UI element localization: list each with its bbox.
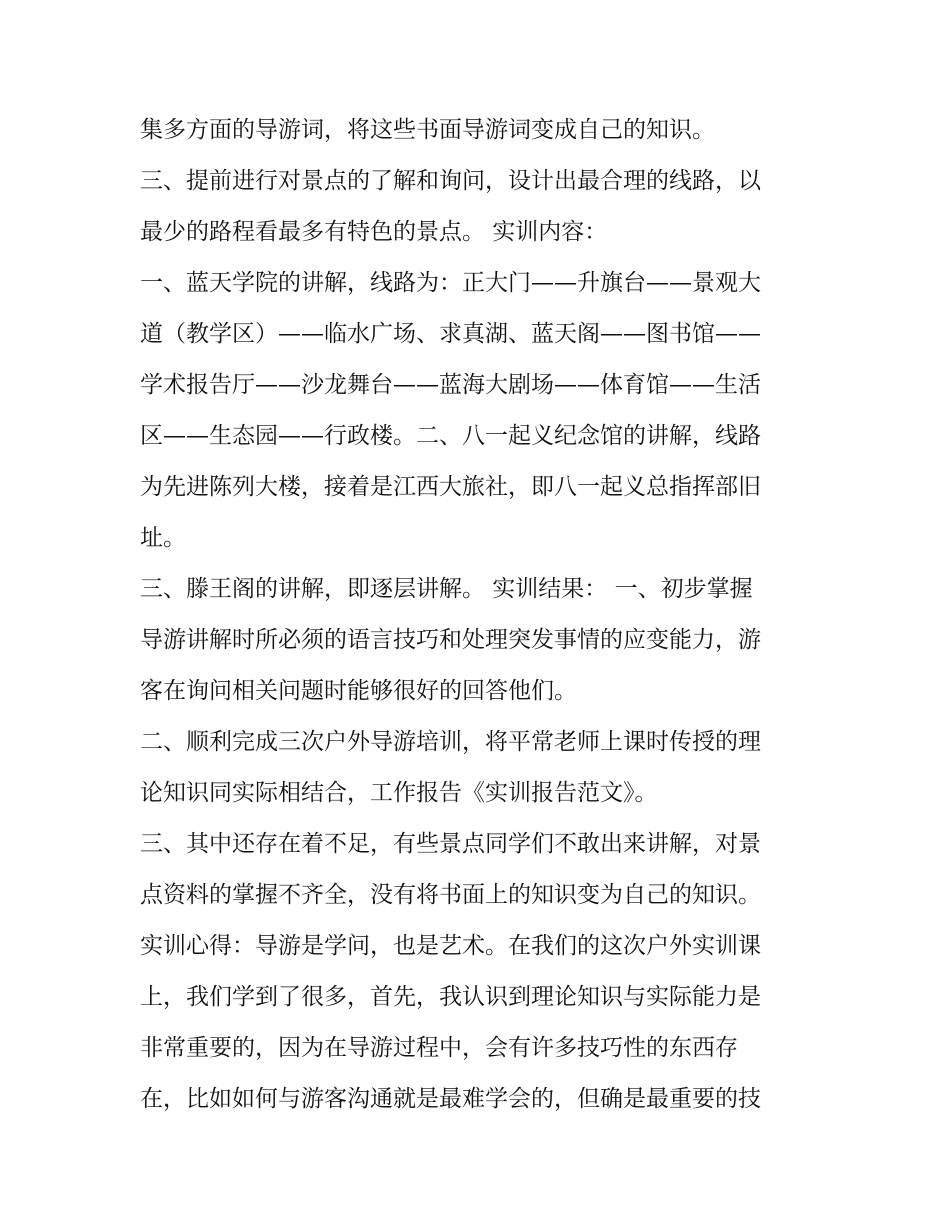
text-line-12: 客在询问相关问题时能够很好的回答他们。 xyxy=(140,678,577,704)
text-line-6: 学术报告厅——沙龙舞台——蓝海大剧场——体育馆——生活 xyxy=(140,372,761,398)
text-line-14: 论知识同实际相结合，工作报告《实训报告范文》。 xyxy=(140,780,658,806)
text-line-18: 上，我们学到了很多，首先，我认识到理论知识与实际能力是 xyxy=(140,984,761,1010)
text-line-4: 一、蓝天学院的讲解，线路为：正大门——升旗台——景观大 xyxy=(140,270,761,296)
text-line-15: 三、其中还存在着不足，有些景点同学们不敢出来讲解，对景 xyxy=(140,831,761,857)
text-line-5: 道（教学区）——临水广场、求真湖、蓝天阁——图书馆—— xyxy=(140,321,761,347)
text-line-9: 址。 xyxy=(140,525,186,551)
text-line-2: 三、提前进行对景点的了解和询问，设计出最合理的线路，以 xyxy=(140,168,761,194)
text-line-10: 三、滕王阁的讲解，即逐层讲解。 实训结果： 一、初步掌握 xyxy=(140,576,753,602)
text-line-3: 最少的路程看最多有特色的景点。 实训内容： xyxy=(140,219,608,245)
text-line-16: 点资料的掌握不齐全，没有将书面上的知识变为自己的知识。 xyxy=(140,882,761,908)
body-text xyxy=(140,105,820,1125)
text-line-13: 二、顺利完成三次户外导游培训，将平常老师上课时传授的理 xyxy=(140,729,761,755)
text-line-17: 实训心得：导游是学问，也是艺术。在我们的这次户外实训课 xyxy=(140,933,761,959)
text-line-11: 导游讲解时所必须的语言技巧和处理突发事情的应变能力，游 xyxy=(140,627,761,653)
text-line-8: 为先进陈列大楼，接着是江西大旅社，即八一起义总指挥部旧 xyxy=(140,474,761,500)
text-line-7: 区——生态园——行政楼。二、八一起义纪念馆的讲解，线路 xyxy=(140,423,761,449)
text-line-20: 在，比如如何与游客沟通就是最难学会的，但确是最重要的技 xyxy=(140,1086,761,1112)
text-line-19: 非常重要的，因为在导游过程中，会有许多技巧性的东西存 xyxy=(140,1035,738,1061)
text-line-1: 集多方面的导游词，将这些书面导游词变成自己的知识。 xyxy=(140,117,715,143)
